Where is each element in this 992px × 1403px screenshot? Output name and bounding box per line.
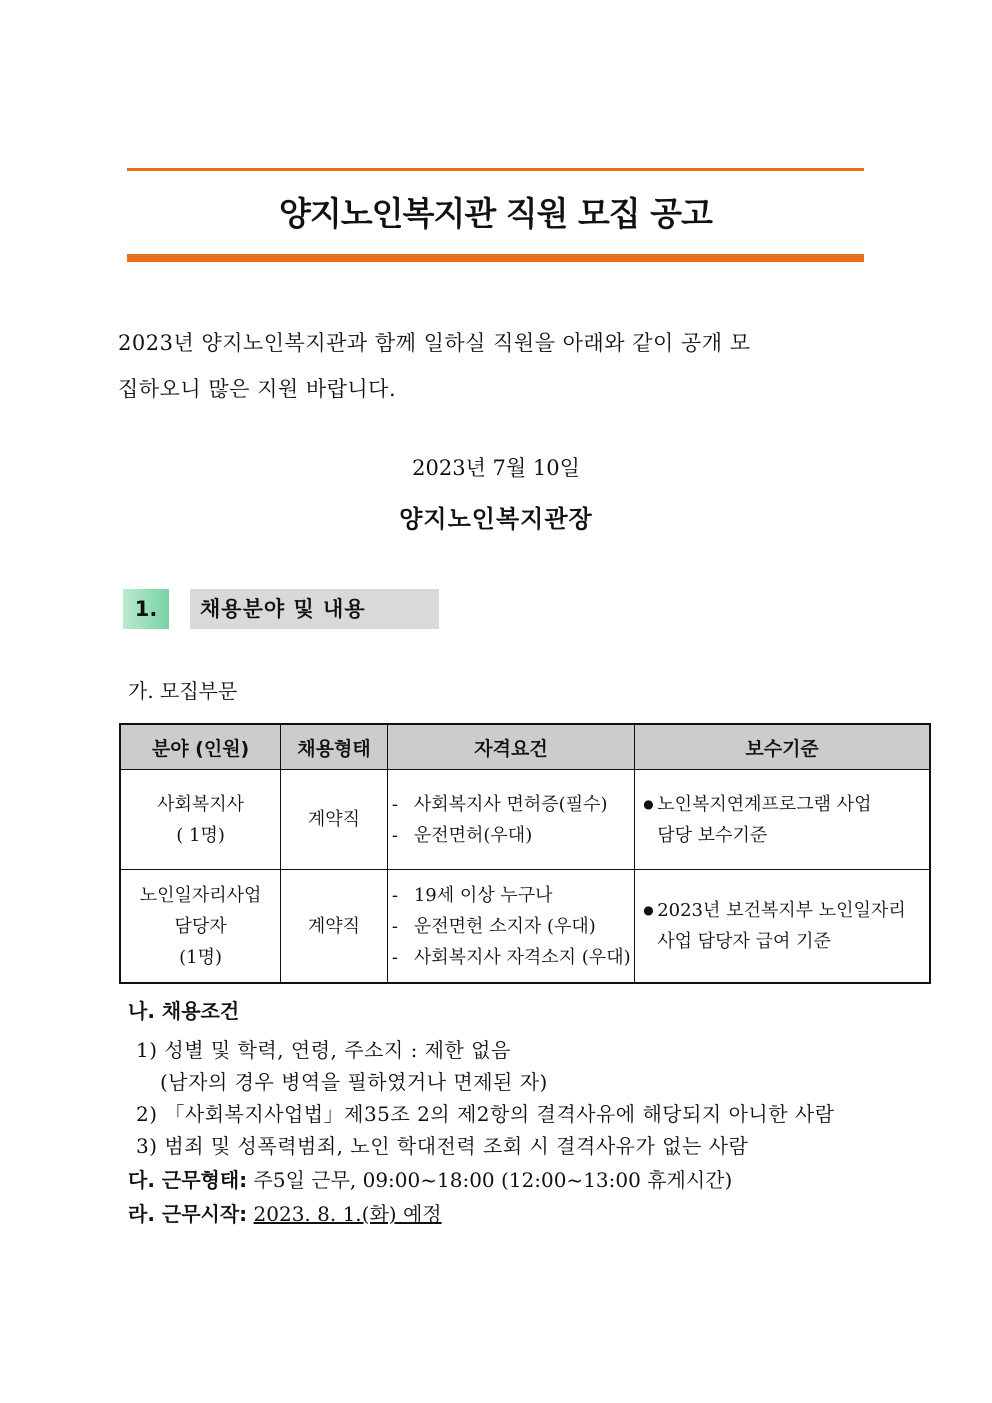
condition-1-note: (남자의 경우 병역을 필하였거나 면제된 자) <box>160 1070 548 1094</box>
field-cell <box>120 770 281 870</box>
subsection-recruitment: 가. 모집부문 <box>128 679 238 703</box>
field-count: ( 1명) <box>176 824 225 846</box>
recruitment-table <box>119 723 931 984</box>
subsection-conditions: 나. 채용조건 <box>128 999 240 1023</box>
header-qualifications: 자격요건 <box>387 724 634 770</box>
qualification-item: - 운전면허(우대) <box>391 824 533 846</box>
field-name: 노인일자리사업 <box>139 884 262 906</box>
title-bottom-rule <box>127 254 864 262</box>
work-start-value: 2023. 8. 1.(화) 예정 <box>253 1202 442 1226</box>
title-top-rule <box>127 168 864 171</box>
condition-2: 2) 「사회복지사업법」제35조 2의 제2항의 결격사유에 해당되지 아니한 사람 <box>136 1102 835 1126</box>
table-header-row <box>120 724 930 770</box>
organization-signature: 양지노인복지관장 <box>399 504 593 533</box>
salary-cell <box>635 870 930 984</box>
table-row <box>120 870 930 984</box>
field-count: (1명) <box>179 946 222 968</box>
type-cell: 계약직 <box>281 770 388 870</box>
field-cell <box>120 870 281 984</box>
salary-line: 사업 담당자 급여 기준 <box>657 931 831 952</box>
announcement-date: 2023년 7월 10일 <box>412 456 580 480</box>
qualification-cell <box>387 870 634 984</box>
work-type-value: 주5일 근무, 09:00~18:00 (12:00~13:00 휴게시간) <box>253 1168 733 1192</box>
header-salary: 보수기준 <box>635 724 930 770</box>
table-row <box>120 770 930 870</box>
salary-cell <box>635 770 930 870</box>
salary-line: ● 2023년 보건복지부 노인일자리 <box>643 895 928 926</box>
intro-line-1: 2023년 양지노인복지관과 함께 일하실 직원을 아래와 같이 공개 모 <box>118 331 751 355</box>
section-title: 채용분야 및 내용 <box>190 589 439 629</box>
qualification-item: - 운전면헌 소지자 (우대) <box>391 915 596 937</box>
intro-line-2: 집하오니 많은 지원 바랍니다. <box>118 377 397 401</box>
condition-3: 3) 범죄 및 성폭력범죄, 노인 학대전력 조회 시 결격사유가 없는 사람 <box>136 1134 749 1158</box>
qualification-item: - 19세 이상 누구나 <box>391 884 553 906</box>
qualification-item: - 사회복지사 자격소지 (우대) <box>391 946 631 968</box>
field-name: 사회복지사 <box>157 793 245 815</box>
bullet-icon: ● <box>643 796 654 811</box>
field-role: 담당자 <box>174 915 227 937</box>
qualification-item: - 사회복지사 면허증(필수) <box>391 793 608 815</box>
work-start <box>128 1198 442 1227</box>
qualification-cell <box>387 770 634 870</box>
salary-line: ● 노인복지연계프로그램 사업 <box>643 789 928 820</box>
intro-paragraph <box>118 320 878 412</box>
page-title: 양지노인복지관 직원 모집 공고 <box>279 194 712 233</box>
work-start-label: 라. 근무시작: <box>128 1202 248 1226</box>
section-number: 1. <box>123 589 169 629</box>
salary-line: 담당 보수기준 <box>657 824 768 846</box>
header-field: 분야 (인원) <box>120 724 281 770</box>
bullet-icon: ● <box>643 903 654 917</box>
type-cell: 계약직 <box>281 870 388 984</box>
condition-1: 1) 성별 및 학력, 연령, 주소지 : 제한 없음 <box>136 1038 511 1062</box>
header-employment-type: 채용형태 <box>281 724 388 770</box>
work-type <box>128 1164 732 1193</box>
work-type-label: 다. 근무형태: <box>128 1168 248 1192</box>
